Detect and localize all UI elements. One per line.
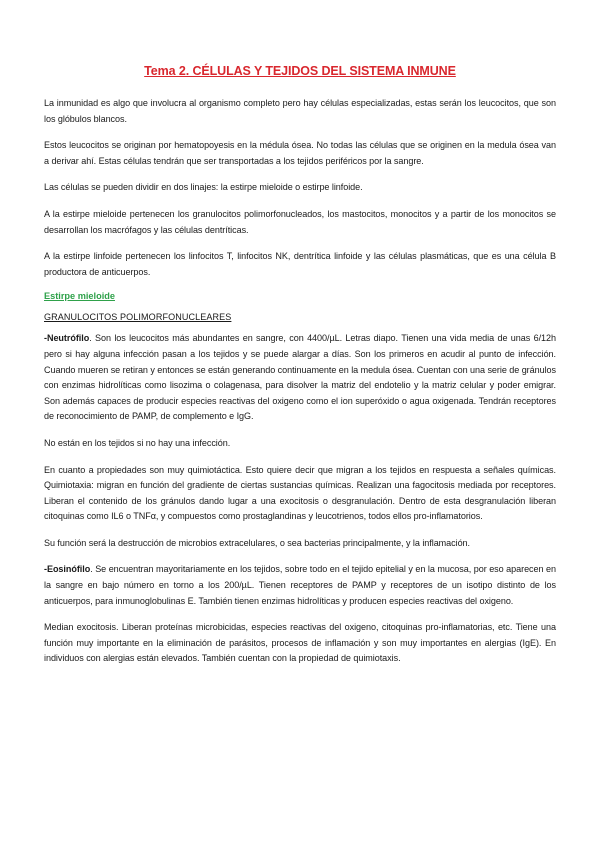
eosinofilo-term: -Eosinófilo — [44, 564, 91, 575]
neutrofilo-paragraph-3: En cuanto a propiedades son muy quimiotáctica. Esto quiere decir que migran a los tejidos en respuesta a señales químicas. Quimiotaxia: migran en función del gradiente de ciertas sustancias químicas. Realizan una fagocitosis mediada por receptores. Liberan el contenido de los gránulos dando lugar a una exocitosis o desgranulación. Dentro de esta desgranulación liberan citoquinas como IL6 o TNFα, y compuestos como prostaglandinas y leucotrienos, todos ellos pro-inflamatorios. — [44, 464, 556, 522]
eosinofilo-text: . Se encuentran mayoritariamente en los tejidos, sobre todo en el tejido epitelial y en la mucosa, por eso aparecen en la sangre en bajo número en torno a los 200/µL. Tienen receptores de PAMP y receptores de un isotipo distinto de los anticuerpos, para inmunoglobulinas E. También tienen enzimas hidrolíticas y producen especies reactivas del oxigeno. — [44, 564, 556, 606]
document-title: Tema 2. CÉLULAS Y TEJIDOS DEL SISTEMA INMUNE — [144, 64, 456, 78]
intro-paragraph-4: A la estirpe mieloide pertenecen los granulocitos polimorfonucleados, los mastocitos, monocitos y a partir de los monocitos se desarrollan los macrófagos y las células dentríticas. — [44, 208, 556, 235]
intro-paragraph-5: A la estirpe linfoide pertenecen los linfocitos T, linfocitos NK, dentrítica linfoide y las células plasmáticas, que es una célula B productora de anticuerpos. — [44, 251, 556, 277]
neutrofilo-paragraph-4: Su función será la destrucción de microbios extracelulares, o sea bacterias principalmente, y la inflamación. — [44, 537, 471, 548]
neutrofilo-paragraph-2: No están en los tejidos si no hay una infección. — [44, 437, 231, 448]
neutrofilo-paragraph-1 — [44, 331, 556, 425]
section-heading-mieloide: Estirpe mieloide — [44, 291, 115, 302]
eosinofilo-paragraph-2: Median exocitosis. Liberan proteínas microbicidas, especies reactivas del oxigeno, citoquinas pro-inflamatorias, etc. Tiene una función muy importante en la eliminación de parásitos, procesos de inflamación y son muy importantes en alergias (IgE). En individuos con alergias están elevados. También cuentan con la propiedad de quimiotaxis. — [44, 622, 556, 664]
intro-paragraph-2: Estos leucocitos se originan por hematopoyesis en la médula ósea. No todas las células que se originen en la medula ósea van a derivar ahí. Estas células tendrán que ser transportadas a los tejidos periféricos por la sangre. — [44, 140, 556, 166]
neutrofilo-term: -Neutrófilo — [44, 333, 90, 344]
intro-paragraph-1: La inmunidad es algo que involucra al organismo completo pero hay células especializadas, estas serán los leucocitos, que son los glóbulos blancos. — [44, 98, 556, 124]
intro-paragraph-3: Las células se pueden dividir en dos linajes: la estirpe mieloide o estirpe linfoide. — [44, 182, 363, 193]
neutrofilo-text: . Son los leucocitos más abundantes en sangre, con 4400/µL. Letras diapo. Tienen una vida media de unas 6/12h pero si hay alguna infección pasan a los tejidos y se puede alargar a días. Son los primeros en acudir al punto de infección. Cuando mueren se retiran y entonces se están generando continuamente en la medula ósea. Cuentan con una serie de gránulos con enzimas hidrolíticas como lisozima o colagenasa, para disolver la matriz del endotelio y la matriz celular y poder emigrar. Son además capaces de producir especies reactivas del oxigeno como el ion superóxido o agua oxigenada. Tendrán receptores de reconocimiento de PAMP, de complemento e IgG. — [44, 333, 556, 422]
eosinofilo-paragraph-1 — [44, 562, 556, 609]
subsection-heading-granulocitos: GRANULOCITOS POLIMORFONUCLEARES — [44, 312, 232, 323]
